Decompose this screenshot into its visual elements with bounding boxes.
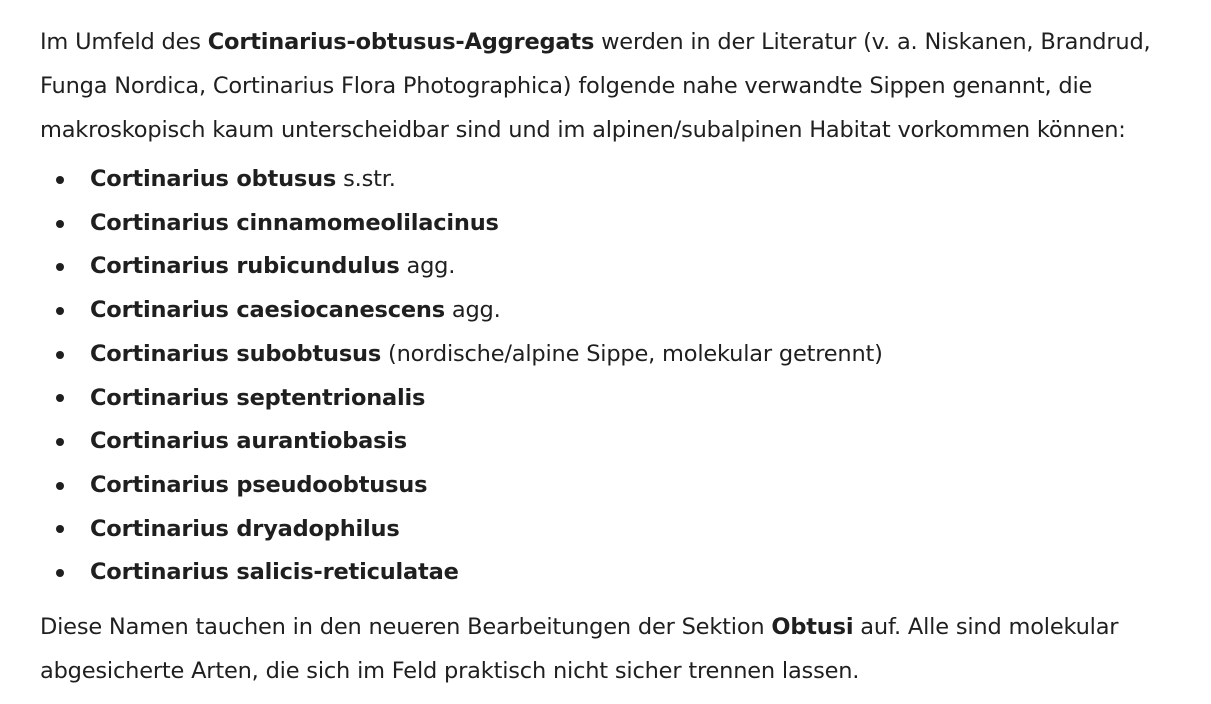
species-name: Cortinarius salicis-reticulatae (90, 559, 459, 586)
bullet-icon (56, 569, 64, 577)
species-suffix: agg. (399, 253, 456, 280)
bullet-icon (56, 394, 64, 402)
species-suffix: agg. (444, 297, 501, 324)
species-list (40, 158, 1181, 595)
list-item (40, 420, 1181, 464)
intro-text-before: Im Umfeld des (40, 29, 208, 55)
bullet-icon (56, 351, 64, 359)
outro-text-after: auf. Alle sind molekular abgesicherte Arten, die sich im Feld praktisch nicht sicher trennen lassen. (40, 614, 1119, 685)
species-name: Cortinarius cinnamomeolilacinus (90, 209, 499, 236)
outro-text-before: Diese Namen tauchen in den neueren Bearbeitungen der Sektion (40, 614, 772, 641)
bullet-icon (56, 307, 64, 315)
outro-paragraph (40, 605, 1181, 693)
intro-text-after: werden in der Literatur (v. a. Niskanen, Brandrud, Funga Nordica, Cortinarius Flora Photographica) folgende nahe verwandte Sippen genannt, die makroskopisch kaum unterscheidbar sind und im alpinen/subalpinen Habitat vorkommen können: (40, 29, 1151, 143)
list-item (40, 333, 1181, 377)
bullet-icon (56, 263, 64, 271)
species-name: Cortinarius septentrionalis (90, 384, 426, 411)
species-suffix: s.str. (336, 166, 396, 192)
bullet-icon (56, 482, 64, 490)
species-name: Cortinarius rubicundulus (90, 253, 400, 280)
bullet-icon (56, 525, 64, 533)
species-name: Cortinarius pseudoobtusus (90, 471, 428, 498)
bullet-icon (56, 176, 64, 184)
species-name: Cortinarius subobtusus (90, 340, 382, 367)
list-item (40, 158, 1181, 202)
list-item (40, 508, 1181, 552)
list-item (40, 202, 1181, 246)
list-item (40, 464, 1181, 508)
species-name: Cortinarius aurantiobasis (90, 428, 407, 455)
species-name: Cortinarius obtusus (90, 166, 337, 192)
species-name: Cortinarius caesiocanescens (90, 297, 445, 324)
intro-aggregate-name: Cortinarius-obtusus-Aggregats (207, 29, 595, 55)
list-item (40, 245, 1181, 289)
species-suffix: (nordische/alpine Sippe, molekular getrennt) (381, 340, 883, 367)
bullet-icon (56, 438, 64, 446)
list-item (40, 377, 1181, 421)
list-item (40, 551, 1181, 595)
list-item (40, 289, 1181, 333)
intro-paragraph (40, 20, 1181, 152)
bullet-icon (56, 220, 64, 228)
outro-section-name: Obtusi (771, 614, 854, 641)
species-name: Cortinarius dryadophilus (90, 515, 400, 542)
